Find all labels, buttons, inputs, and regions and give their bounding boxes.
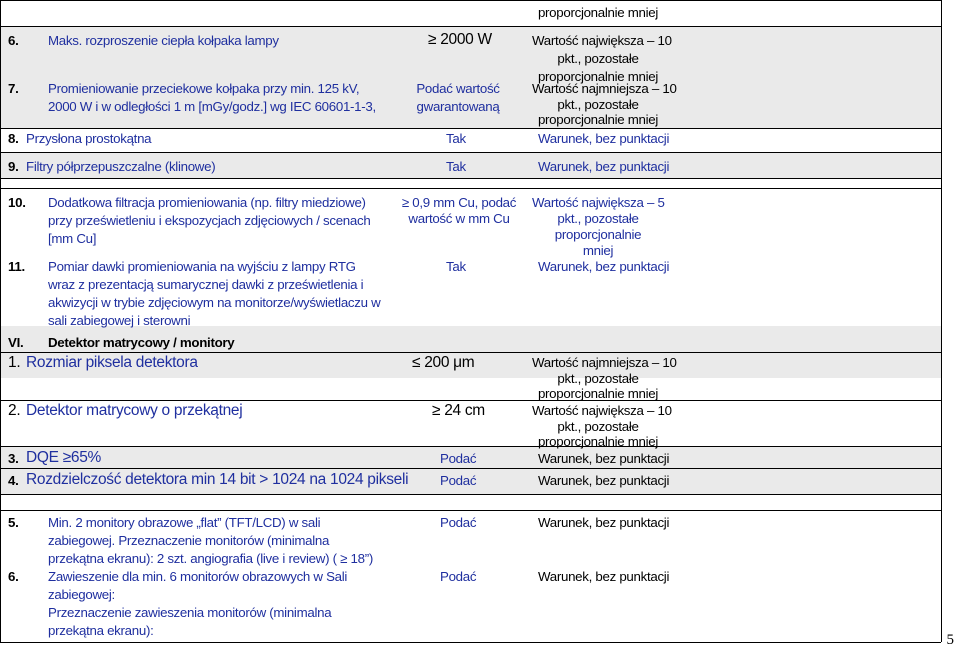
parameter-description-line: przekątna ekranu): <box>48 623 154 638</box>
criteria-line: proporcjonalnie mniej <box>537 112 659 127</box>
parameter-description: Detektor matrycowy o przekątnej <box>26 402 243 419</box>
criteria-line: Wartość największa – 5 <box>532 195 665 210</box>
criteria-line: pkt., pozostałe <box>557 51 639 66</box>
section-title: Detektor matrycowy / monitory <box>48 335 235 350</box>
required-value: Podać <box>440 473 477 488</box>
table-line <box>0 400 941 401</box>
row-number: 11. <box>8 259 25 274</box>
table-line <box>0 0 1 642</box>
row-number: 2. <box>8 402 21 419</box>
table-line <box>941 0 942 642</box>
required-value: Tak <box>446 259 466 274</box>
criteria-text: Warunek, bez punktacji <box>538 451 670 466</box>
row-number: 1. <box>8 354 21 371</box>
criteria-line: pkt., pozostałe <box>557 97 639 112</box>
parameter-description: Przysłona prostokątna <box>26 131 152 146</box>
parameter-description-line: wraz z prezentacją sumarycznej dawki z prześwietlenia i <box>48 277 364 292</box>
criteria-text: proporcjonalnie mniej <box>537 5 659 20</box>
table-line <box>0 446 941 447</box>
required-value: Tak <box>446 131 466 146</box>
row-number: 8. <box>8 131 19 146</box>
table-line <box>0 0 941 1</box>
table-line <box>0 26 941 27</box>
parameter-description-line: Pomiar dawki promieniowania na wyjściu z lampy RTG <box>48 259 356 274</box>
criteria-line: Wartość najmniejsza – 10 <box>532 355 677 370</box>
parameter-description-line: przy prześwietleniu i ekspozycjach zdjęciowych / scenach <box>48 213 371 228</box>
table-line <box>0 468 941 469</box>
parameter-description-line: Promieniowanie przeciekowe kołpaka przy min. 125 kV, <box>48 81 360 96</box>
row-number: 6. <box>8 33 19 48</box>
required-value: ≤ 200 μm <box>412 354 475 371</box>
criteria-text: Warunek, bez punktacji <box>538 515 670 530</box>
parameter-description: Rozdzielczość detektora min 14 bit > 1024 na 1024 pikseli <box>26 471 409 488</box>
required-value-line: ≥ 0,9 mm Cu, podać <box>401 195 517 210</box>
table-line <box>0 510 941 511</box>
row-number: 7. <box>8 81 19 96</box>
table-line <box>0 352 941 353</box>
parameter-description-line: [mm Cu] <box>48 231 97 246</box>
section-number: VI. <box>8 335 24 350</box>
criteria-line: Wartość największa – 10 <box>532 33 672 48</box>
row-number: 10. <box>8 195 26 210</box>
criteria-line: mniej <box>582 243 614 258</box>
required-value: Tak <box>446 159 466 174</box>
criteria-line: proporcjonalnie <box>554 227 642 242</box>
row-number: 5. <box>8 515 19 530</box>
required-value: Podać <box>440 569 477 584</box>
parameter-description-line: 2000 W i w odległości 1 m [mGy/godz.] wg IEC 60601-1-3, <box>48 99 376 114</box>
required-value: ≥ 24 cm <box>432 402 485 419</box>
required-value: Podać <box>440 451 477 466</box>
required-value-line: gwarantowaną <box>416 99 500 114</box>
parameter-description-line: sali zabiegowej i sterowni <box>48 313 191 328</box>
page-number: 5 <box>946 632 954 648</box>
required-value: Podać <box>440 515 477 530</box>
parameter-description-line: zabiegowej: <box>48 587 115 602</box>
criteria-line: pkt., pozostałe <box>557 211 639 226</box>
parameter-description: Maks. rozproszenie ciepła kołpaka lampy <box>48 33 279 48</box>
criteria-text: Warunek, bez punktacji <box>538 569 670 584</box>
table-line <box>0 642 941 643</box>
criteria-text: Warunek, bez punktacji <box>538 159 670 174</box>
row-number: 6. <box>8 569 19 584</box>
table-line <box>0 152 941 153</box>
criteria-line: pkt., pozostałe <box>557 371 639 386</box>
table-line <box>0 188 941 189</box>
table-line <box>941 0 942 26</box>
parameter-description-line: Min. 2 monitory obrazowe „flat” (TFT/LCD) w sali <box>48 515 321 530</box>
criteria-text: Warunek, bez punktacji <box>538 259 670 274</box>
criteria-text: Warunek, bez punktacji <box>538 473 670 488</box>
parameter-description: DQE ≥65% <box>26 449 102 466</box>
parameter-description-line: przekątna ekranu): 2 szt. angiografia (live i review) ( ≥ 18”) <box>48 551 373 566</box>
criteria-line: pkt., pozostałe <box>557 419 639 434</box>
table-line <box>0 178 941 179</box>
parameter-description-line: akwizycji w trybie zdjęciowym na monitorze/wyświetlaczu w <box>48 295 381 310</box>
table-line <box>0 128 941 129</box>
required-value-line: Podać wartość <box>416 81 500 96</box>
criteria-line: Wartość największa – 10 <box>532 403 672 418</box>
criteria-text: Warunek, bez punktacji <box>538 131 670 146</box>
parameter-description-line: Przeznaczenie zawieszenia monitorów (minimalna <box>48 605 332 620</box>
spacer <box>0 378 941 380</box>
required-value-line: wartość w mm Cu <box>408 211 510 226</box>
parameter-description-line: Zawieszenie dla min. 6 monitorów obrazowych w Sali <box>48 569 348 584</box>
parameter-description-line: Dodatkowa filtracja promieniowania (np. filtry miedziowe) <box>48 195 366 210</box>
parameter-description: Rozmiar piksela detektora <box>26 354 198 371</box>
parameter-description: Filtry półprzepuszczalne (klinowe) <box>26 159 216 174</box>
criteria-line: proporcjonalnie mniej <box>537 386 659 401</box>
criteria-line: proporcjonalnie mniej <box>537 69 659 84</box>
row-number: 4. <box>8 473 19 488</box>
row-number: 9. <box>8 159 19 174</box>
criteria-line: Wartość najmniejsza – 10 <box>532 81 677 96</box>
table-line <box>0 494 941 495</box>
criteria-line: proporcjonalnie mniej <box>537 434 659 449</box>
required-value: ≥ 2000 W <box>428 31 492 48</box>
parameter-description-line: zabiegowej. Przeznaczenie monitorów (minimalna <box>48 533 330 548</box>
row-number: 3. <box>8 451 19 466</box>
